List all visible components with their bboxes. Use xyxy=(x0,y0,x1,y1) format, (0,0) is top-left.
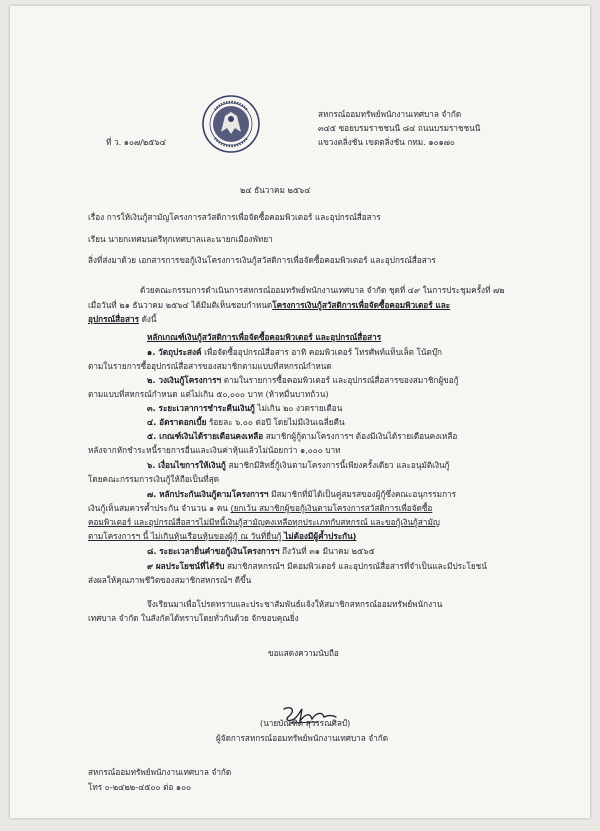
criteria-item-9-head: ๙ ผลประโยชน์ที่ได้รับ xyxy=(147,561,225,571)
footer-phone: โทร ๐-๒๔๒๒-๔๕๐๐ ต่อ ๑๐๐ xyxy=(88,782,192,792)
signer-title: ผู้จัดการสหกรณ์ออมทรัพย์พนักงานเทศบาล จำกัด xyxy=(216,733,389,743)
criteria-item-3-text: ไม่เกิน ๒๐ งวดรายเดือน xyxy=(254,403,343,413)
criteria-item-4-head: ๔. อัตราดอกเบี้ย xyxy=(147,417,207,427)
intro-line3 xyxy=(88,314,157,325)
criteria-item-4-text: ร้อยละ ๖.๐๐ ต่อปี โดยไม่มีเงินเฉลี่ยคืน xyxy=(206,417,345,427)
criteria-item-4 xyxy=(147,417,345,428)
criteria-item-7-no-guarantor: ไม่ต้องมีผู้ค้ำประกัน) xyxy=(284,531,357,541)
intro-line1: ด้วยคณะกรรมการดำเนินการสหกรณ์ออมทรัพย์พนักงานเทศบาล จำกัด ชุดที่ ๔๙ ในการประชุมครั้งที่ ๗๒ xyxy=(140,285,505,295)
footer-org: สหกรณ์ออมทรัพย์พนักงานเทศบาล จำกัด xyxy=(88,767,232,777)
cooperative-seal-icon xyxy=(201,94,305,154)
criteria-item-8-head: ๘. ระยะเวลายื่นคำขอกู้เงินโครงการฯ xyxy=(147,546,280,556)
closing-line1: จึงเรียนมาเพื่อโปรดทราบและประชาสัมพันธ์แจ้งให้สมาชิกสหกรณ์ออมทรัพย์พนักงาน xyxy=(147,599,443,609)
criteria-item-6-line2: โดยคณะกรรมการเงินกู้ให้ถือเป็นที่สุด xyxy=(88,474,220,484)
org-address-line1: ๓๔๕ ซอยบรมราชชนนี ๘๔ ถนนบรมราชชนนี xyxy=(318,123,481,133)
criteria-item-7 xyxy=(147,489,456,500)
reference-number: ที่ ว. ๑๐๗/๒๕๖๔ xyxy=(106,137,166,147)
criteria-item-7-text: มีสมาชิกที่มิได้เป็นคู่สมรสของผู้กู้ซึ่งคณะอนุกรรมการ xyxy=(268,489,457,499)
project-title-part1: โครงการเงินกู้สวัสดิการเพื่อจัดซื้อคอมพิวเตอร์ และ xyxy=(272,300,451,310)
criteria-item-1-line2: ตามในรายการซื้ออุปกรณ์สื่อสารของสมาชิกตามแบบที่สหกรณ์กำหนด xyxy=(88,361,332,371)
letter-page xyxy=(10,6,590,818)
criteria-item-7-line4-text: ตามโครงการฯ นี้ ไม่เกินหุ้นเรือนหุ้นของผู้กู้ ณ วันที่ยื่นกู้ xyxy=(88,531,285,541)
criteria-item-2-head: ๒. วงเงินกู้โครงการฯ xyxy=(147,375,222,385)
criteria-item-1-head: ๑. วัตถุประสงค์ xyxy=(147,347,202,357)
criteria-item-8 xyxy=(147,546,375,557)
criteria-item-6-text: สมาชิกมีสิทธิ์กู้เงินตามโครงการนี้เพียงครั้งเดียว และอนุมัติเงินกู้ xyxy=(225,460,450,470)
criteria-item-9 xyxy=(147,561,487,572)
recipient-line: เรียน นายกเทศมนตรีทุกเทศบาลและนายกเมืองพัทยา xyxy=(88,234,273,244)
criteria-item-5-head: ๕. เกณฑ์เงินได้รายเดือนคงเหลือ xyxy=(147,431,264,441)
criteria-item-5 xyxy=(147,431,457,442)
letter-date: ๒๔ ธันวาคม ๒๕๖๔ xyxy=(240,185,311,195)
criteria-item-6-head: ๖. เงื่อนไขการให้เงินกู้ xyxy=(147,460,226,470)
criteria-item-1 xyxy=(147,347,442,358)
subject-line: เรื่อง การให้เงินกู้สามัญโครงการสวัสดิการเพื่อจัดซื้อคอมพิวเตอร์ และอุปกรณ์สื่อสาร xyxy=(88,212,381,222)
criteria-item-7-line4 xyxy=(88,531,356,542)
closing-line2: เทศบาล จำกัด ในสังกัดได้ทราบโดยทั่วกันด้วย จักขอบคุณยิ่ง xyxy=(88,613,299,623)
criteria-item-7-line3: คอมพิวเตอร์ และอุปกรณ์สื่อสารไม่มีหนี้เงินกู้สามัญคงเหลือทุกประเภทกับสหกรณ์ และขอกู้เงินกู้สามัญ xyxy=(88,517,440,527)
intro-line2-text: เมื่อวันที่ ๒๑ ธันวาคม ๒๕๖๔ ได้มีมติเห็นชอบกำหนด xyxy=(88,300,273,310)
criteria-item-7-exception: (ยกเว้น สมาชิกผู้ขอกู้เงินตามโครงการสวัสดิการเพื่อจัดซื้อ xyxy=(230,503,433,513)
criteria-item-5-text: สมาชิกผู้กู้ตามโครงการฯ ต้องมีเงินได้รายเดือนคงเหลือ xyxy=(263,431,458,441)
criteria-item-7-line2 xyxy=(88,503,432,514)
criteria-item-9-text: สมาชิกสหกรณ์ฯ มีคอมพิวเตอร์ และอุปกรณ์สื่อสารที่จำเป็นและมีประโยชน์ xyxy=(224,561,487,571)
org-address-line2: แขวงตลิ่งชัน เขตตลิ่งชัน กทม. ๑๐๑๗๐ xyxy=(318,137,455,147)
criteria-item-7-line2-text: เงินกู้เห็นสมควรค้ำประกัน จำนวน ๑ คน xyxy=(88,503,231,513)
criteria-item-1-text: เพื่อจัดซื้ออุปกรณ์สื่อสาร อาทิ คอมพิวเตอร์ โทรศัพท์แท็บเล็ต โน้ตบุ๊ก xyxy=(201,347,442,357)
intro-line3-suffix: ดังนี้ xyxy=(138,314,157,324)
criteria-item-8-text: ถึงวันที่ ๓๑ มีนาคม ๒๕๖๕ xyxy=(279,546,375,556)
signer-name: (นายบัณฑิต สุวรรณศิลป์) xyxy=(260,718,351,728)
regards: ขอแสดงความนับถือ xyxy=(268,648,339,658)
criteria-item-2-text: ตามในรายการซื้อคอมพิวเตอร์ และอุปกรณ์สื่อสารของสมาชิกผู้ขอกู้ xyxy=(221,375,459,385)
criteria-item-3-head: ๓. ระยะเวลาการชำระคืนเงินกู้ xyxy=(147,403,255,413)
criteria-item-9-line2: ส่งผลให้คุณภาพชีวิตของสมาชิกสหกรณ์ฯ ดีขึ้น xyxy=(88,575,252,585)
org-name: สหกรณ์ออมทรัพย์พนักงานเทศบาล จำกัด xyxy=(318,109,462,119)
intro-line2 xyxy=(88,300,450,311)
project-title-part2: อุปกรณ์สื่อสาร xyxy=(88,314,139,324)
criteria-item-2-line2: ตามแบบที่สหกรณ์กำหนด แต่ไม่เกิน ๕๐,๐๐๐ บาท (ห้าหมื่นบาทถ้วน) xyxy=(88,389,329,399)
criteria-heading: หลักเกณฑ์เงินกู้สวัสดิการเพื่อจัดซื้อคอมพิวเตอร์ และอุปกรณ์สื่อสาร xyxy=(147,332,382,342)
criteria-item-2 xyxy=(147,375,459,386)
criteria-item-6 xyxy=(147,460,450,471)
criteria-item-5-line2: หลังจากหักชำระหนี้รายการอื่นและเงินค่าหุ้นแล้วไม่น้อยกว่า ๑,๐๐๐ บาท xyxy=(88,445,341,455)
criteria-item-3 xyxy=(147,403,342,414)
criteria-item-7-head: ๗. หลักประกันเงินกู้ตามโครงการฯ xyxy=(147,489,269,499)
enclosure-line: สิ่งที่ส่งมาด้วย เอกสารการขอกู้เงินโครงการเงินกู้สวัสดิการเพื่อจัดซื้อคอมพิวเตอร์ และอุปกรณ์สื่อสาร xyxy=(88,255,436,265)
